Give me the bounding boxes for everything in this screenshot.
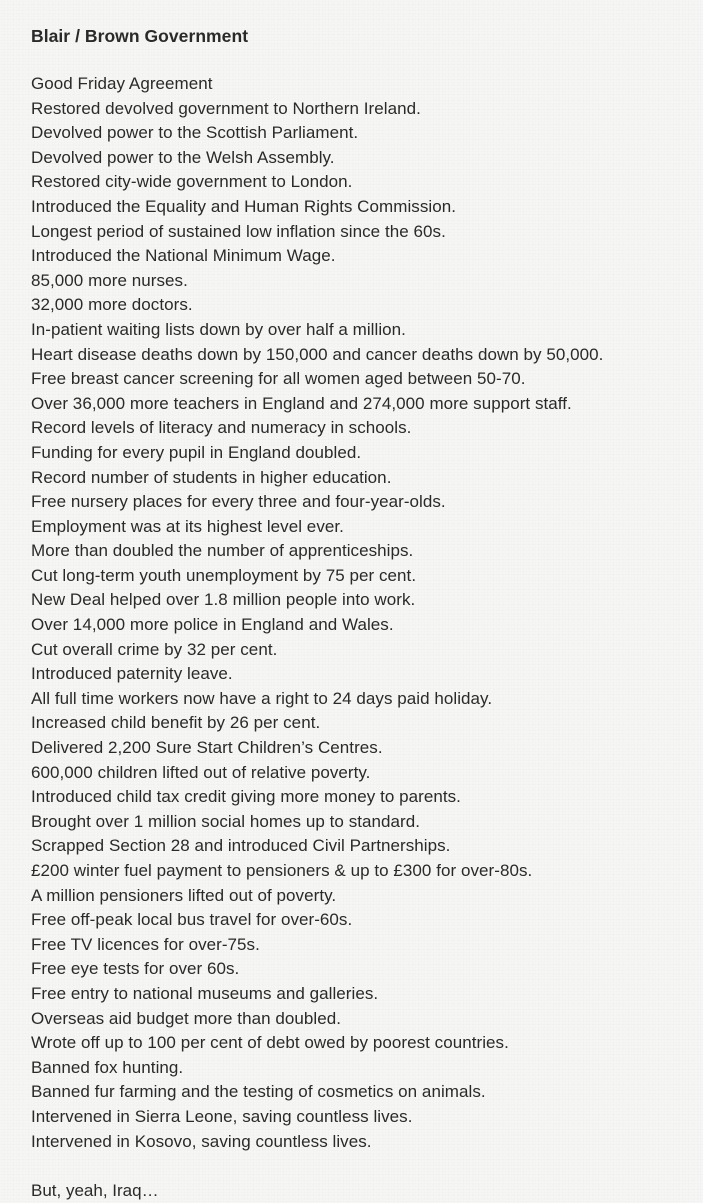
- list-item: Free TV licences for over-75s.: [31, 934, 260, 954]
- list-item: Brought over 1 million social homes up to standard.: [31, 811, 421, 831]
- list-item: In-patient waiting lists down by over half a million.: [31, 319, 406, 339]
- list-item: Intervened in Sierra Leone, saving countless lives.: [31, 1106, 413, 1126]
- note-body: [31, 26, 691, 1203]
- list-item: Introduced child tax credit giving more money to parents.: [31, 787, 461, 807]
- list-item: £200 winter fuel payment to pensioners & up to £300 for over-80s.: [31, 861, 533, 880]
- list-item: Free breast cancer screening for all women aged between 50-70.: [31, 369, 526, 389]
- list-item: Introduced the National Minimum Wage.: [31, 246, 336, 266]
- list-item: Introduced the Equality and Human Rights Commission.: [31, 196, 456, 216]
- list-item: Over 36,000 more teachers in England and 274,000 more support staff.: [31, 393, 572, 413]
- list-item: Intervened in Kosovo, saving countless lives.: [31, 1131, 372, 1151]
- list-item: Scrapped Section 28 and introduced Civil Partnerships.: [31, 836, 451, 856]
- list-item: 32,000 more doctors.: [31, 295, 193, 315]
- list-item: New Deal helped over 1.8 million people into work.: [31, 590, 416, 610]
- list-item: Funding for every pupil in England doubled.: [31, 442, 362, 462]
- list-item: Restored city-wide government to London.: [31, 172, 353, 192]
- list-item: Free entry to national museums and galleries.: [31, 983, 379, 1003]
- list-item: All full time workers now have a right to 24 days paid holiday.: [31, 688, 493, 708]
- list-item: Over 14,000 more police in England and Wales.: [31, 615, 394, 635]
- achievements-list: [31, 72, 691, 1154]
- list-item: Free off-peak local bus travel for over-60s.: [31, 910, 353, 930]
- list-item: Cut overall crime by 32 per cent.: [31, 639, 278, 659]
- list-item: Employment was at its highest level ever.: [31, 516, 344, 536]
- list-item: More than doubled the number of apprenticeships.: [31, 541, 414, 561]
- list-item: 600,000 children lifted out of relative poverty.: [31, 762, 371, 782]
- list-item: Heart disease deaths down by 150,000 and cancer deaths down by 50,000.: [31, 344, 604, 364]
- list-item: Devolved power to the Scottish Parliament.: [31, 123, 359, 143]
- list-item: A million pensioners lifted out of poverty.: [31, 885, 337, 905]
- note-footer: But, yeah, Iraq…: [31, 1180, 159, 1200]
- list-item: 85,000 more nurses.: [31, 270, 188, 290]
- list-item: Cut long-term youth unemployment by 75 per cent.: [31, 565, 417, 585]
- list-item: Free eye tests for over 60s.: [31, 959, 240, 979]
- list-item: Overseas aid budget more than doubled.: [31, 1008, 341, 1028]
- list-item: Delivered 2,200 Sure Start Children’s Centres.: [31, 738, 383, 758]
- note-title: Blair / Brown Government: [31, 26, 249, 46]
- list-item: Increased child benefit by 26 per cent.: [31, 713, 321, 733]
- list-item: Record number of students in higher education.: [31, 467, 392, 487]
- list-item: Introduced paternity leave.: [31, 664, 233, 684]
- list-item: Restored devolved government to Northern Ireland.: [31, 98, 421, 118]
- list-item: Banned fur farming and the testing of cosmetics on animals.: [31, 1082, 486, 1102]
- list-item: Free nursery places for every three and four-year-olds.: [31, 492, 446, 512]
- list-item: Record levels of literacy and numeracy in schools.: [31, 418, 412, 438]
- list-item: Longest period of sustained low inflation since the 60s.: [31, 221, 446, 241]
- list-item: Good Friday Agreement: [31, 74, 213, 93]
- list-item: Wrote off up to 100 per cent of debt owed by poorest countries.: [31, 1033, 509, 1053]
- list-item: Devolved power to the Welsh Assembly.: [31, 147, 335, 167]
- list-item: Banned fox hunting.: [31, 1057, 184, 1077]
